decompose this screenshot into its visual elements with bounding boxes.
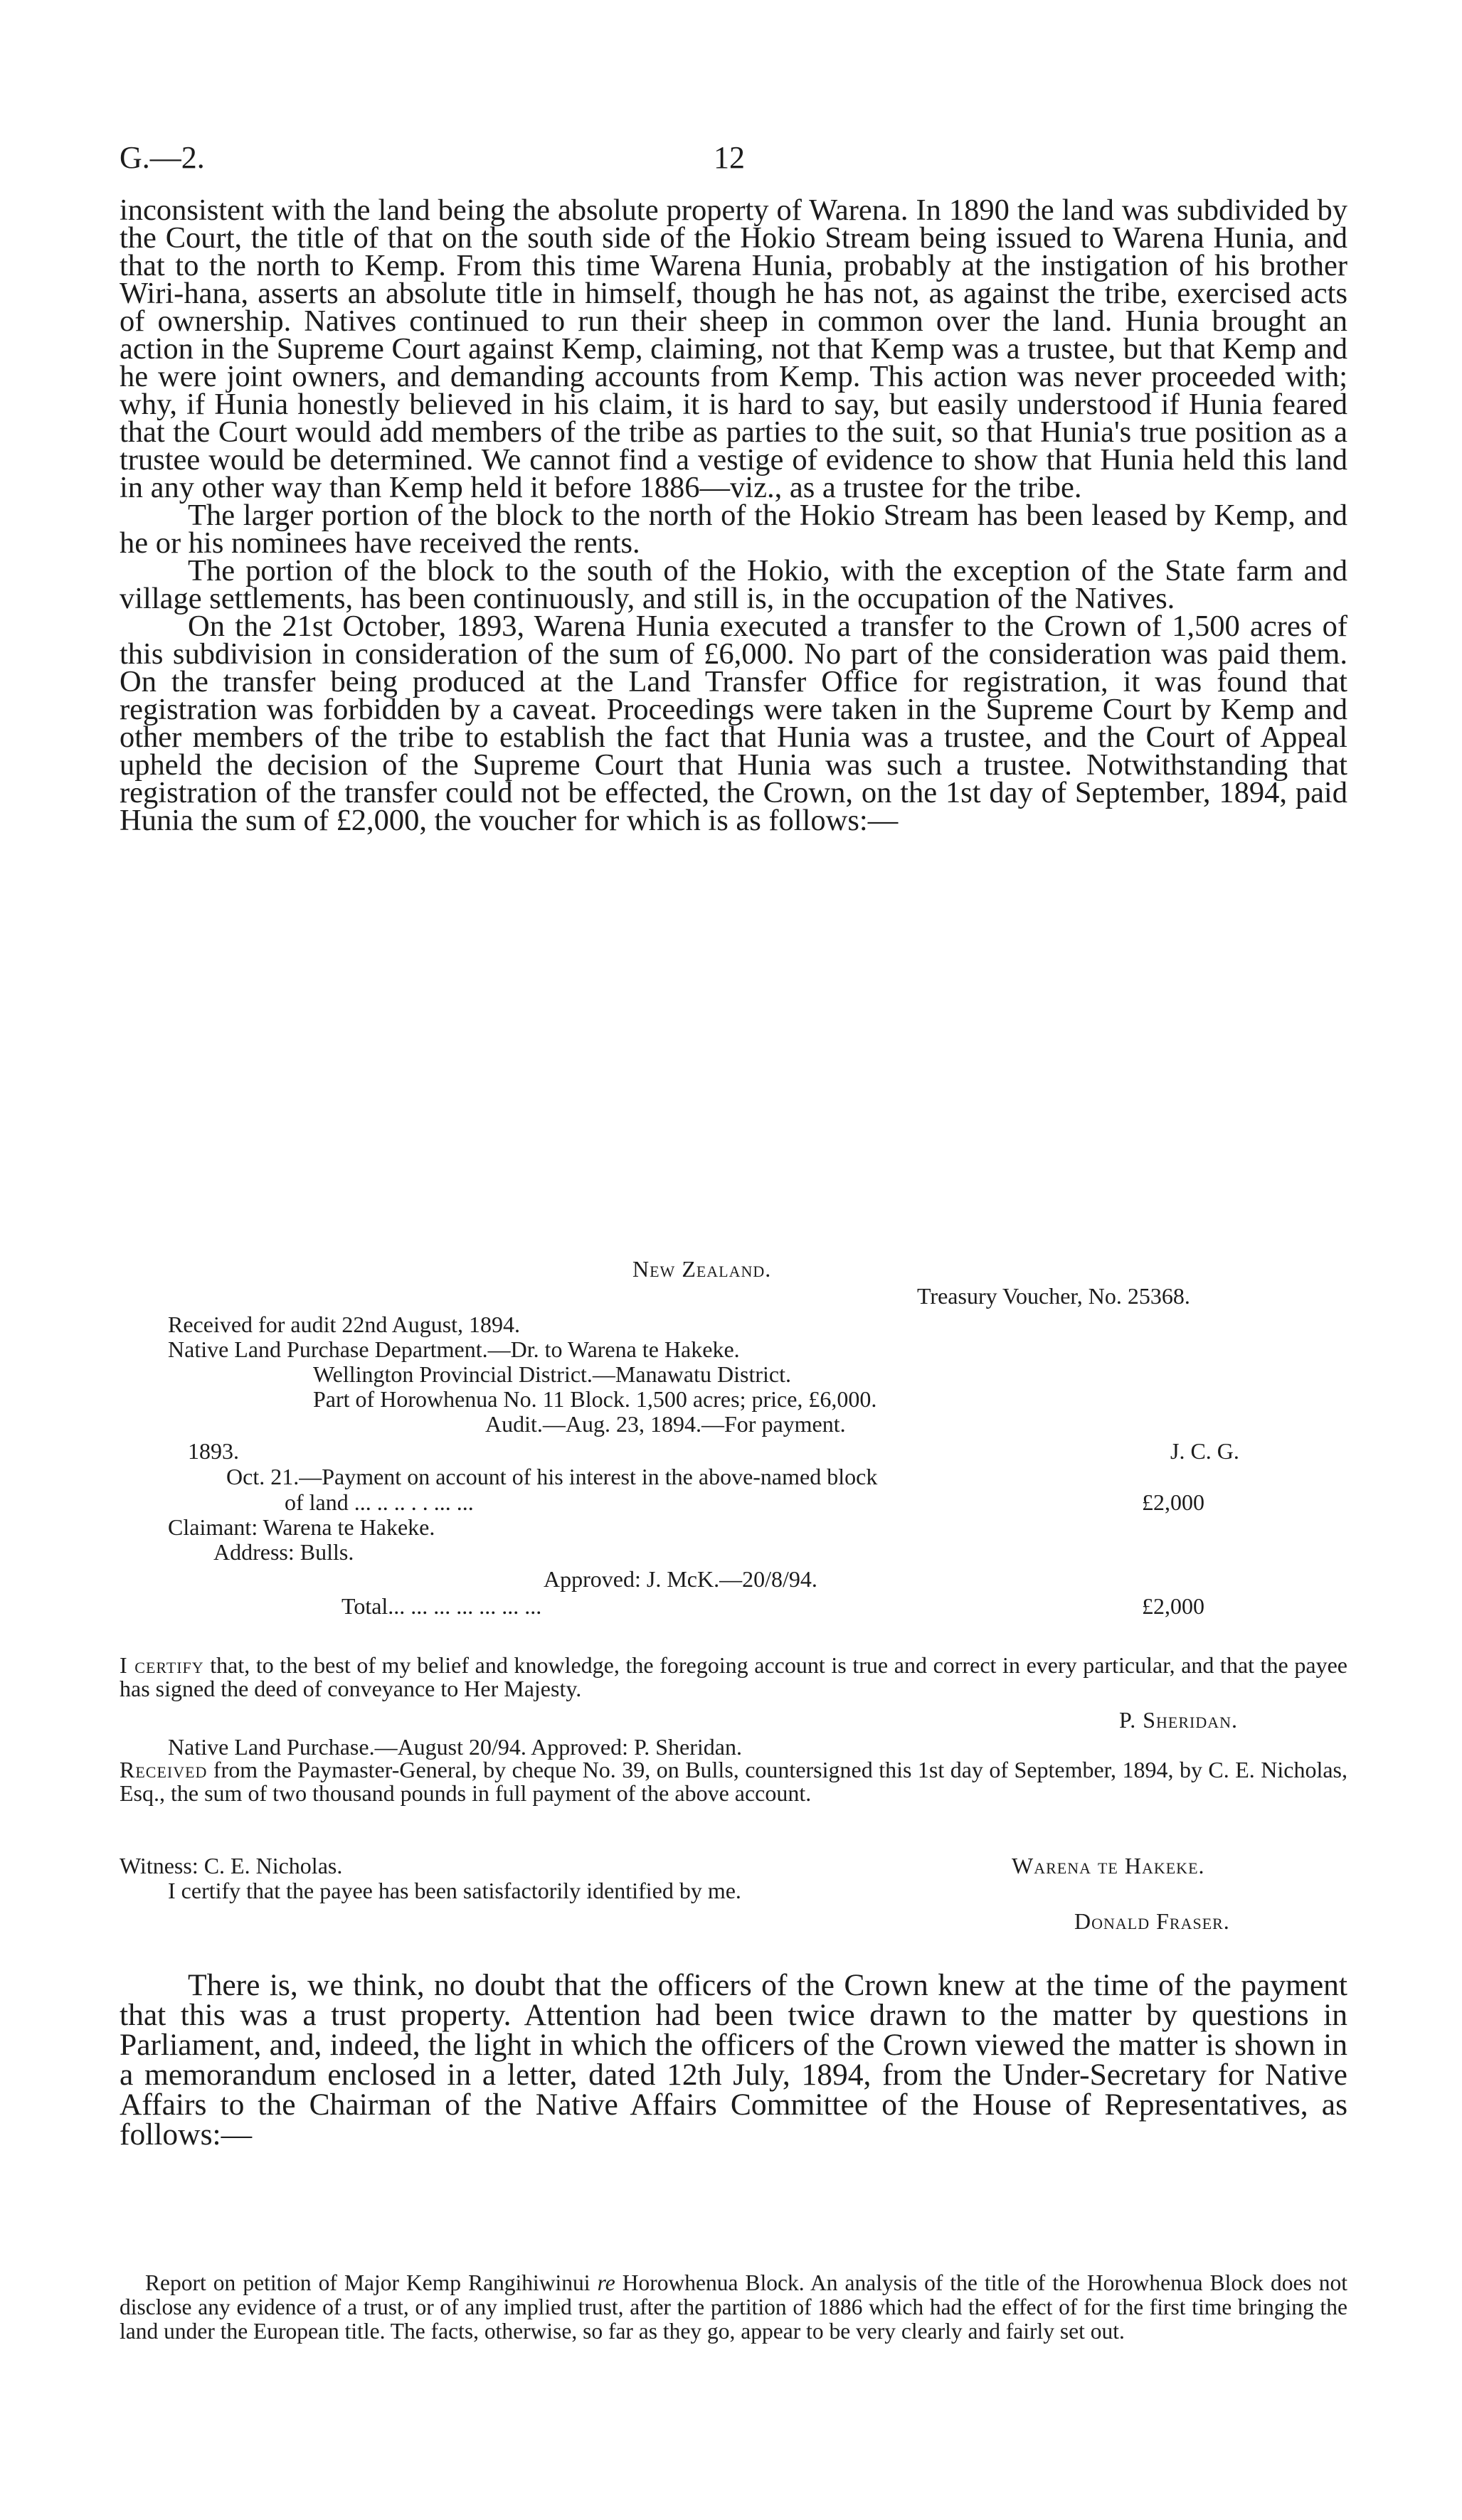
report-re: re — [597, 2270, 615, 2295]
voucher-entry-line2: of land ... .. .. . . ... ... — [285, 1489, 474, 1515]
voucher-address: Address: Bulls. — [213, 1539, 354, 1565]
receipt-identifier: Donald Fraser. — [1074, 1908, 1230, 1934]
approval-line: Native Land Purchase.—August 20/94. Approved: P. Sheridan. — [168, 1734, 742, 1760]
voucher-entry-line1: Oct. 21.—Payment on account of his interest in the above-named block — [226, 1464, 878, 1489]
report-text-end: Horowhenua Block. An analysis of the title of the Horowhenua Block does not disclose any evidence of a trust, or of any implied trust, after the partition of 1886 which had the effect of for the first time bringing the land under the European title. The facts, otherwise, so far as they go, appear to be very clearly and fairly set out. — [120, 2270, 1347, 2344]
voucher-audit: Audit.—Aug. 23, 1894.—For payment. — [485, 1411, 846, 1437]
report-text-start: Report on petition of Major Kemp Rangihiwinui — [145, 2270, 598, 2295]
receipt-identified: I certify that the payee has been satisfactorily identified by me. — [168, 1878, 741, 1903]
voucher-approved: Approved: J. McK.—20/8/94. — [544, 1566, 817, 1592]
voucher-part: Part of Horowhenua No. 11 Block. 1,500 acres; price, £6,000. — [313, 1386, 877, 1412]
receipt-text: from the Paymaster-General, by cheque No. 39, on Bulls, countersigned this 1st day of September, 1894, by C. E. Nicholas, Esq., the sum of two thousand pounds in full payment of the above account. — [120, 1757, 1347, 1806]
voucher-number: Treasury Voucher, No. 25368. — [917, 1283, 1190, 1309]
paragraph-3: The portion of the block to the south of the Hokio, with the exception of the State farm and village settlements, has been continuously, and still is, in the occupation of the Natives. — [120, 554, 1347, 615]
receipt — [120, 1758, 1347, 1805]
voucher-initials: J. C. G. — [1170, 1438, 1239, 1464]
paragraph-4: On the 21st October, 1893, Warena Hunia executed a transfer to the Crown of 1,500 acres of this subdivision in consideration of the sum of £6,000. No part of the consideration was paid them. On the transfer being produced at the Land Transfer Office for registration, it was found that registration was forbidden by a caveat. Proceedings were taken in the Supreme Court by Kemp and other members of the tribe to establish the fact that Hunia was a trustee, and the Court of Appeal upheld the decision of the Supreme Court that Hunia was such a trustee. Notwithstanding that registration of the transfer could not be effected, the Crown, on the 1st day of September, 1894, paid Hunia the sum of £2,000, the voucher for which is as follows:— — [120, 610, 1347, 837]
voucher-country: New Zealand. — [632, 1256, 772, 1282]
certification-signer: P. Sheridan. — [1119, 1707, 1239, 1733]
voucher-received: Received for audit 22nd August, 1894. — [168, 1312, 521, 1337]
paragraph-2: The larger portion of the block to the north of the Hokio Stream has been leased by Kemp, and he or his nominees have received the rents. — [120, 499, 1347, 560]
receipt-witness: Witness: C. E. Nicholas. — [120, 1853, 343, 1878]
report-excerpt — [120, 2271, 1347, 2344]
certification — [120, 1654, 1347, 1701]
page-number: 12 — [714, 140, 745, 175]
voucher-district: Wellington Provincial District.—Manawatu District. — [313, 1361, 791, 1387]
paragraph-1: inconsistent with the land being the absolute property of Warena. In 1890 the land was subdivided by the Court, the title of that on the south side of the Hokio Stream being issued to Warena Hunia, and that to the north to Kemp. From this time Warena Hunia, probably at the instigation of his brother Wiri-hana, asserts an absolute title in himself, though he has not, as against the tribe, exercised acts of ownership. Natives continued to run their sheep in common over the land. Hunia brought an action in the Supreme Court against Kemp, claiming, not that Kemp was a trustee, but that Kemp and he were joint owners, and demanding accounts from Kemp. This action was never proceeded with; why, if Hunia honestly believed in his claim, it is hard to say, but easily understood if Hunia feared that the Court would add members of the tribe as parties to the suit, so that Hunia's true position as a trustee would be determined. We cannot find a vestige of evidence to show that Hunia held this land in any other way than Kemp held it before 1886—viz., as a trustee for the tribe. — [120, 193, 1347, 504]
voucher-department: Native Land Purchase Department.—Dr. to Warena te Hakeke. — [168, 1336, 740, 1362]
voucher-claimant: Claimant: Warena te Hakeke. — [168, 1514, 435, 1540]
voucher-total-amount: £2,000 — [1142, 1593, 1204, 1619]
voucher-entry-amount: £2,000 — [1142, 1489, 1204, 1515]
voucher-year: 1893. — [188, 1438, 239, 1464]
voucher-total-label: Total... ... ... ... ... ... ... — [341, 1593, 542, 1619]
main-text — [120, 193, 1347, 837]
receipt-payee: Warena te Hakeke. — [1012, 1853, 1205, 1878]
certification-text: that, to the best of my belief and knowledge, the foregoing account is true and correct in every particular, and that the payee has signed the deed of conveyance to Her Majesty. — [120, 1652, 1348, 1701]
closing-text — [120, 1968, 1347, 2152]
receipt-lead: Received — [120, 1757, 208, 1782]
closing-paragraph: There is, we think, no doubt that the officers of the Crown knew at the time of the payment that this was a trust property. Attention had been twice drawn to the matter by questions in Parliament, and, indeed, the light in which the officers of the Crown viewed the matter is shown in a memorandum enclosed in a letter, dated 12th July, 1894, from the Under-Secretary for Native Affairs to the Chairman of the Native Affairs Committee of the House of Representatives, as follows:— — [120, 1968, 1347, 2152]
report-paragraph — [120, 2271, 1347, 2344]
document-code: G.—2. — [120, 140, 205, 175]
certification-lead: I certify — [120, 1652, 204, 1678]
